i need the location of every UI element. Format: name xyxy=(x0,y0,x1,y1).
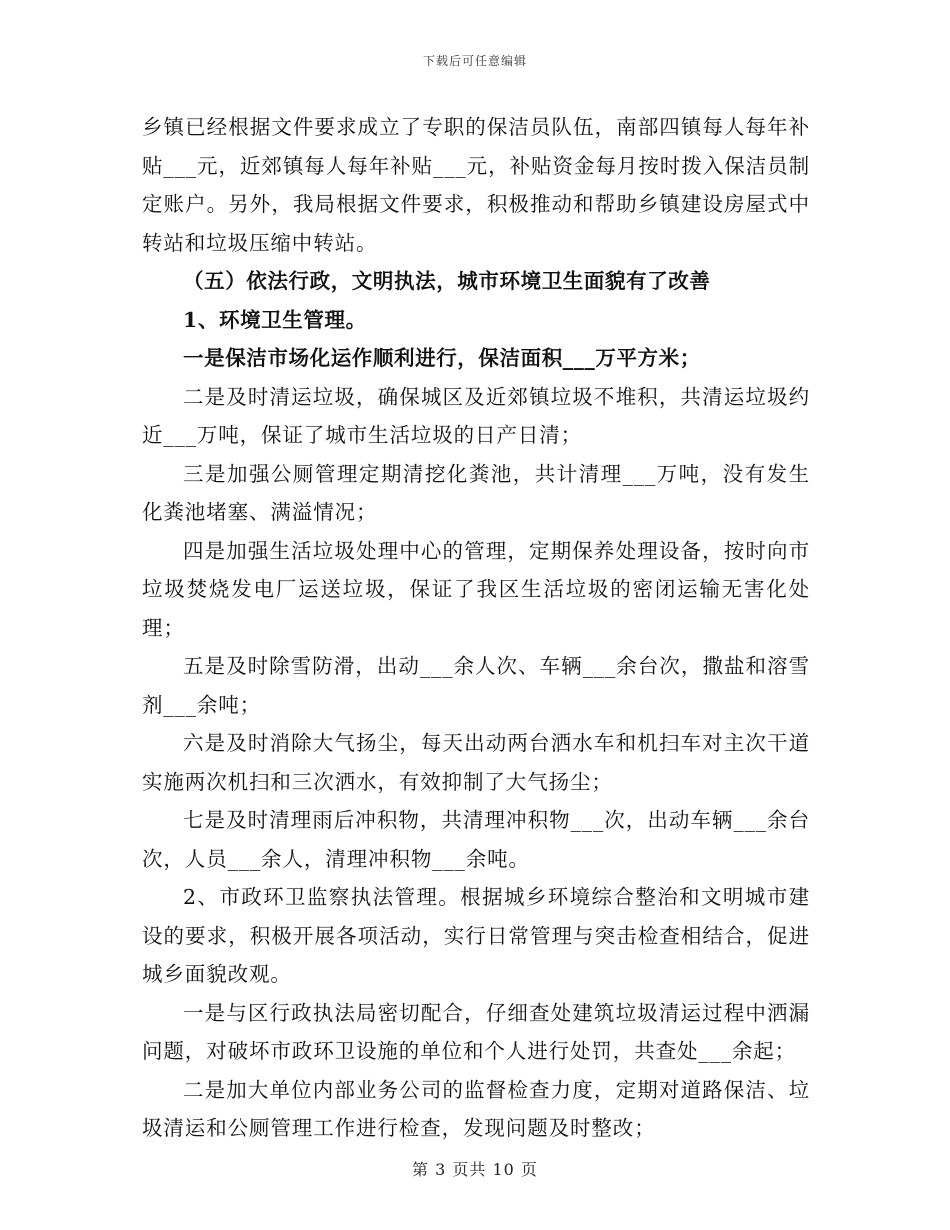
page-footer: 第 3 页共 10 页 xyxy=(412,1160,538,1179)
section-heading: （五）依法行政，文明执法，城市环境卫生面貌有了改善 xyxy=(183,269,711,293)
item-four: 四是加强生活垃圾处理中心的管理，定期保养处理设备，按时向市垃圾焚烧发电厂运送垃圾，保证了我区生活垃圾的密闭运输无害化处理； xyxy=(142,538,810,640)
enforcement-item-two: 二是加大单位内部业务公司的监督检查力度，定期对道路保洁、垃圾清运和公厕管理工作进行检查，发现问题及时整改； xyxy=(142,1077,810,1140)
subsection-two: 2、市政环卫监察执法管理。根据城乡环境综合整治和文明城市建设的要求，积极开展各项活动，实行日常管理与突击检查相结合，促进城乡面貌改观。 xyxy=(142,885,810,986)
page-header: 下载后可任意编辑 xyxy=(422,54,527,68)
item-one-bold: 一是保洁市场化运作顺利进行，保洁面积___万平方米； xyxy=(183,346,701,370)
paragraph-continuation: 乡镇已经根据文件要求成立了专职的保洁员队伍，南部四镇每人每年补贴___元，近郊镇每人每年补贴___元，补贴资金每月按时拨入保洁员制定账户。另外，我局根据文件要求，积极推动和帮助乡镇建设房屋式中转站和垃圾压缩中转站。 xyxy=(142,115,810,255)
item-three: 三是加强公厕管理定期清挖化粪池，共计清理___万吨，没有发生化粪池堵塞、满溢情况； xyxy=(142,461,810,524)
enforcement-item-one: 一是与区行政执法局密切配合，仔细查处建筑垃圾清运过程中洒漏问题，对破坏市政环卫设施的单位和个人进行处罚，共查处___余起； xyxy=(142,1000,810,1063)
item-five: 五是及时除雪防滑，出动___余人次、车辆___余台次，撒盐和溶雪剂___余吨； xyxy=(142,654,810,717)
document-body xyxy=(142,108,810,1148)
item-six: 六是及时消除大气扬尘，每天出动两台洒水车和机扫车对主次干道实施两次机扫和三次洒水，有效抑制了大气扬尘； xyxy=(142,731,810,794)
subsection-heading: 1、环境卫生管理。 xyxy=(183,307,367,332)
item-two: 二是及时清运垃圾，确保城区及近郊镇垃圾不堆积，共清运垃圾约近___万吨，保证了城市生活垃圾的日产日清； xyxy=(142,384,810,447)
item-seven: 七是及时清理雨后冲积物，共清理冲积物___次，出动车辆___余台次，人员___余人，清理冲积物___余吨。 xyxy=(142,808,810,871)
